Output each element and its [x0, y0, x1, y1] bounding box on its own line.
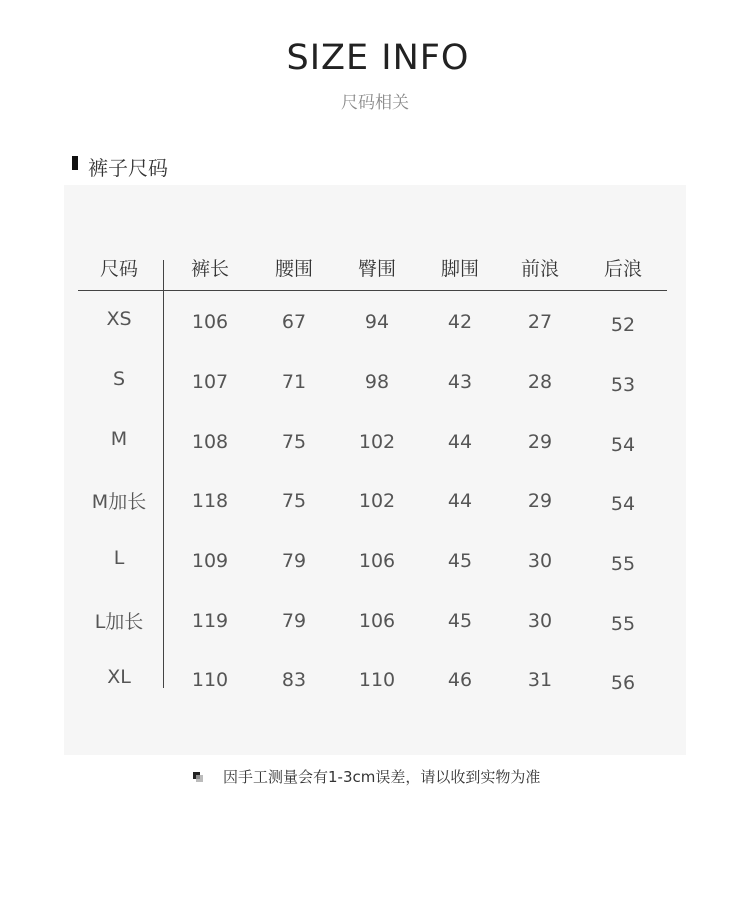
table-cell: 27 [527, 311, 553, 333]
table-cell: 30 [527, 550, 553, 572]
table-cell: 44 [447, 490, 473, 512]
size-label: M [110, 428, 128, 450]
section-title: 裤子尺码 [88, 156, 168, 180]
table-cell: 29 [527, 490, 553, 512]
square-bullet-icon [193, 772, 203, 782]
table-cell: 55 [610, 613, 636, 635]
table-cell: 75 [281, 490, 307, 512]
table-cell: 109 [191, 550, 229, 572]
header-divider [78, 290, 667, 291]
table-cell: 71 [281, 371, 307, 393]
page-title: SIZE INFO [286, 38, 470, 78]
page-subtitle: 尺码相关 [341, 93, 409, 113]
table-cell: 102 [358, 490, 396, 512]
table-cell: 94 [364, 311, 390, 333]
table-cell: 29 [527, 431, 553, 453]
table-cell: 106 [358, 550, 396, 572]
table-cell: 83 [281, 669, 307, 691]
table-cell: 53 [610, 374, 636, 396]
size-label: M加长 [91, 491, 147, 513]
table-cell: 67 [281, 311, 307, 333]
table-cell: 102 [358, 431, 396, 453]
table-cell: 28 [527, 371, 553, 393]
table-cell: 79 [281, 610, 307, 632]
column-header: 尺码 [99, 258, 138, 280]
table-cell: 110 [191, 669, 229, 691]
column-header: 后浪 [603, 258, 642, 280]
table-cell: 106 [358, 610, 396, 632]
table-cell: 79 [281, 550, 307, 572]
table-cell: 107 [191, 371, 229, 393]
column-header: 腰围 [274, 258, 313, 280]
table-cell: 45 [447, 610, 473, 632]
size-label: XL [107, 666, 131, 688]
column-header: 脚围 [440, 258, 479, 280]
table-cell: 106 [191, 311, 229, 333]
table-cell: 55 [610, 553, 636, 575]
table-cell: 75 [281, 431, 307, 453]
column-header: 前浪 [520, 258, 559, 280]
table-cell: 56 [610, 672, 636, 694]
column-header: 臀围 [357, 258, 396, 280]
table-cell: 52 [610, 314, 636, 336]
note-text: 因手工测量会有1-3cm误差，请以收到实物为准 [223, 768, 541, 786]
table-cell: 119 [191, 610, 229, 632]
size-label: L加长 [94, 611, 144, 633]
table-cell: 42 [447, 311, 473, 333]
table-cell: 43 [447, 371, 473, 393]
table-cell: 108 [191, 431, 229, 453]
table-cell: 110 [358, 669, 396, 691]
column-header: 裤长 [190, 258, 229, 280]
section-marker [72, 156, 78, 170]
table-cell: 46 [447, 669, 473, 691]
size-label: S [112, 368, 126, 390]
table-cell: 98 [364, 371, 390, 393]
table-cell: 118 [191, 490, 229, 512]
table-cell: 30 [527, 610, 553, 632]
table-cell: 31 [527, 669, 553, 691]
table-cell: 45 [447, 550, 473, 572]
size-label: XS [106, 308, 132, 330]
table-cell: 54 [610, 434, 636, 456]
size-label: L [113, 547, 125, 569]
table-cell: 54 [610, 493, 636, 515]
table-cell: 44 [447, 431, 473, 453]
